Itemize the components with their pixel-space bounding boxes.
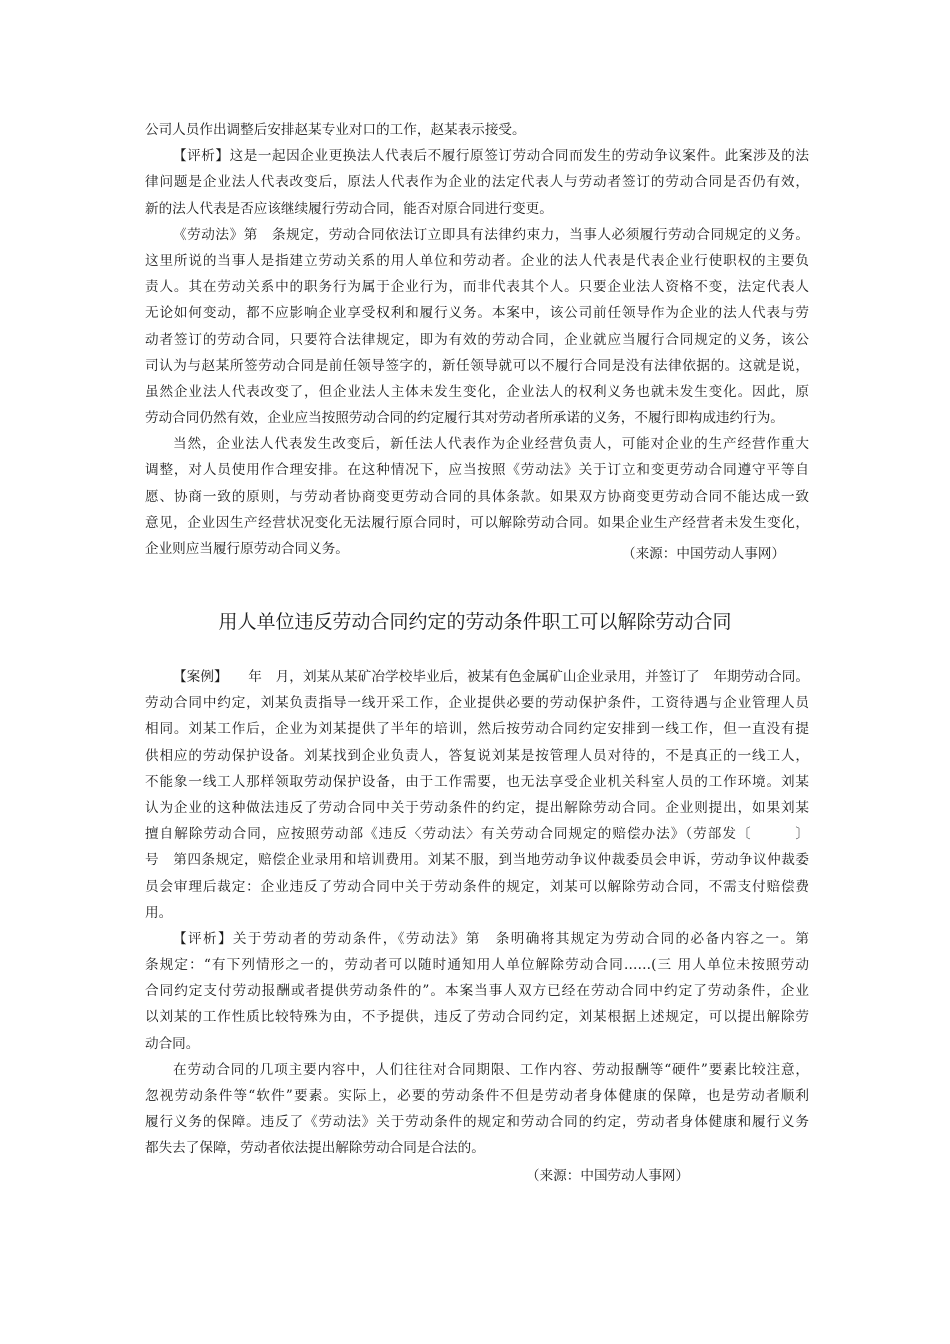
paragraph-line: 认为企业的这种做法违反了劳动合同中关于劳动条件的约定，提出解除劳动合同。企业则提出，如果刘某 [145,799,809,816]
article-2-body [145,664,809,1162]
paragraph-line: 供相应的劳动保护设备。刘某找到企业负责人，答复说刘某是按管理人员对待的，不是真正的一线工人， [145,747,809,764]
paragraph-line: 条规定：“有下列情形之一的，劳动者可以随时通知用人单位解除劳动合同……(三 用人单位未按照劳动 [145,957,809,974]
paragraph-line: 用。 [145,904,173,921]
paragraph-line: 不能象一线工人那样领取劳动保护设备，由于工作需要，也无法享受企业机关科室人员的工作环境。刘某 [145,773,809,790]
paragraph-line: 员会审理后裁定：企业违反了劳动合同中关于劳动条件的规定，刘某可以解除劳动合同，不需支付赔偿费 [145,878,809,895]
paragraph-line: 无论如何变动，都不应影响企业享受权利和履行义务。本案中，该公司前任领导作为企业的法人代表与劳 [145,305,809,322]
paragraph-line: 劳动合同仍然有效，企业应当按照劳动合同的约定履行其对劳动者所承诺的义务，不履行即构成违约行为。 [145,410,784,427]
paragraph-line: 调整，对人员使用作合理安排。在这种情况下，应当按照《劳动法》关于订立和变更劳动合同遵守平等自 [145,462,809,479]
paragraph-line: 号 第四条规定，赔偿企业录用和培训费用。刘某不服，到当地劳动争议仲裁委员会申诉，劳动争议仲裁委 [145,852,809,869]
paragraph-line: 相同。刘某工作后，企业为刘某提供了半年的培训，然后按劳动合同约定安排到一线工作，但一直没有提 [145,721,809,738]
paragraph-line: 动合同。 [145,1035,200,1052]
article-1-body [145,117,809,562]
paragraph-line: 律问题是企业法人代表改变后，原法人代表作为企业的法定代表人与劳动者签订的劳动合同是否仍有效， [145,174,809,191]
paragraph-line: 合同约定支付劳动报酬或者提供劳动条件的”。本案当事人双方已经在劳动合同中约定了劳动条件，企业 [145,983,809,1000]
paragraph-line: 动者签订的劳动合同，只要符合法律规定，即为有效的劳动合同，企业就应当履行合同规定的义务，该公 [145,331,809,348]
paragraph-line: 企业则应当履行原劳动合同义务。 [145,541,349,557]
paragraph-line: 都失去了保障，劳动者依法提出解除劳动合同是合法的。 [145,1140,485,1157]
paragraph-line: 【评析】这是一起因企业更换法人代表后不履行原签订劳动合同而发生的劳动争议案件。此案涉及的法 [173,148,809,165]
paragraph-line: 虽然企业法人代表改变了，但企业法人主体未发生变化，企业法人的权利义务也就未发生变化。因此，原 [145,383,809,400]
paragraph-line: 责人。其在劳动关系中的职务行为属于企业行为，而非代表其个人。只要企业法人资格不变，法定代表人 [145,279,809,296]
paragraph-line: 在劳动合同的几项主要内容中，人们往往对合同期限、工作内容、劳动报酬等“硬件”要素比较注意， [173,1061,809,1078]
paragraph-line: 当然，企业法人代表发生改变后，新任法人代表作为企业经营负责人，可能对企业的生产经营作重大 [173,436,809,453]
paragraph-line: 忽视劳动条件等“软件”要素。实际上，必要的劳动条件不但是劳动者身体健康的保障，也是劳动者顺利 [145,1088,809,1104]
article-title: 用人单位违反劳动合同约定的劳动条件职工可以解除劳动合同 [218,611,732,633]
paragraph-line: 新的法人代表是否应该继续履行劳动合同，能否对原合同进行变更。 [145,200,553,217]
paragraph-line: 《劳动法》第 条规定，劳动合同依法订立即具有法律约束力，当事人必须履行劳动合同规定的义务。 [173,226,809,243]
paragraph-line: 以刘某的工作性质比较特殊为由，不予提供，违反了劳动合同约定，刘某根据上述规定，可以提出解除劳 [145,1009,809,1026]
paragraph-line: 公司人员作出调整后安排赵某专业对口的工作，赵某表示接受。 [145,122,526,138]
paragraph-line: 司认为与赵某所签劳动合同是前任领导签字的，新任领导就可以不履行合同是没有法律依据的。这就是说， [145,357,809,374]
source-attribution: （来源：中国劳动人事网） [622,546,786,562]
paragraph-line: 愿、协商一致的原则，与劳动者协商变更劳动合同的具体条款。如果双方协商变更劳动合同不能达成一致 [145,488,809,505]
paragraph-line: 擅自解除劳动合同，应按照劳动部《违反〈劳动法〉有关劳动合同规定的赔偿办法》（劳部发〔 〕 [145,826,809,843]
source-attribution: （来源：中国劳动人事网） [526,1168,690,1184]
paragraph-line: 劳动合同中约定，刘某负责指导一线开采工作，企业提供必要的劳动保护条件，工资待遇与企业管理人员 [145,695,809,712]
paragraph-line: 履行义务的保障。违反了《劳动法》关于劳动条件的规定和劳动合同的约定，劳动者身体健康和履行义务 [145,1114,809,1131]
paragraph-line: 这里所说的当事人是指建立劳动关系的用人单位和劳动者。企业的法人代表是代表企业行使职权的主要负 [145,252,809,269]
paragraph-line: 【评析】关于劳动者的劳动条件，《劳动法》第 条明确将其规定为劳动合同的必备内容之一。第 [173,930,809,947]
paragraph-line: 【案例】 年 月，刘某从某矿冶学校毕业后，被某有色金属矿山企业录用，并签订了 年期劳动合同。 [173,669,809,685]
paragraph-line: 意见，企业因生产经营状况变化无法履行原合同时，可以解除劳动合同。如果企业生产经营者未发生变化， [145,514,809,531]
